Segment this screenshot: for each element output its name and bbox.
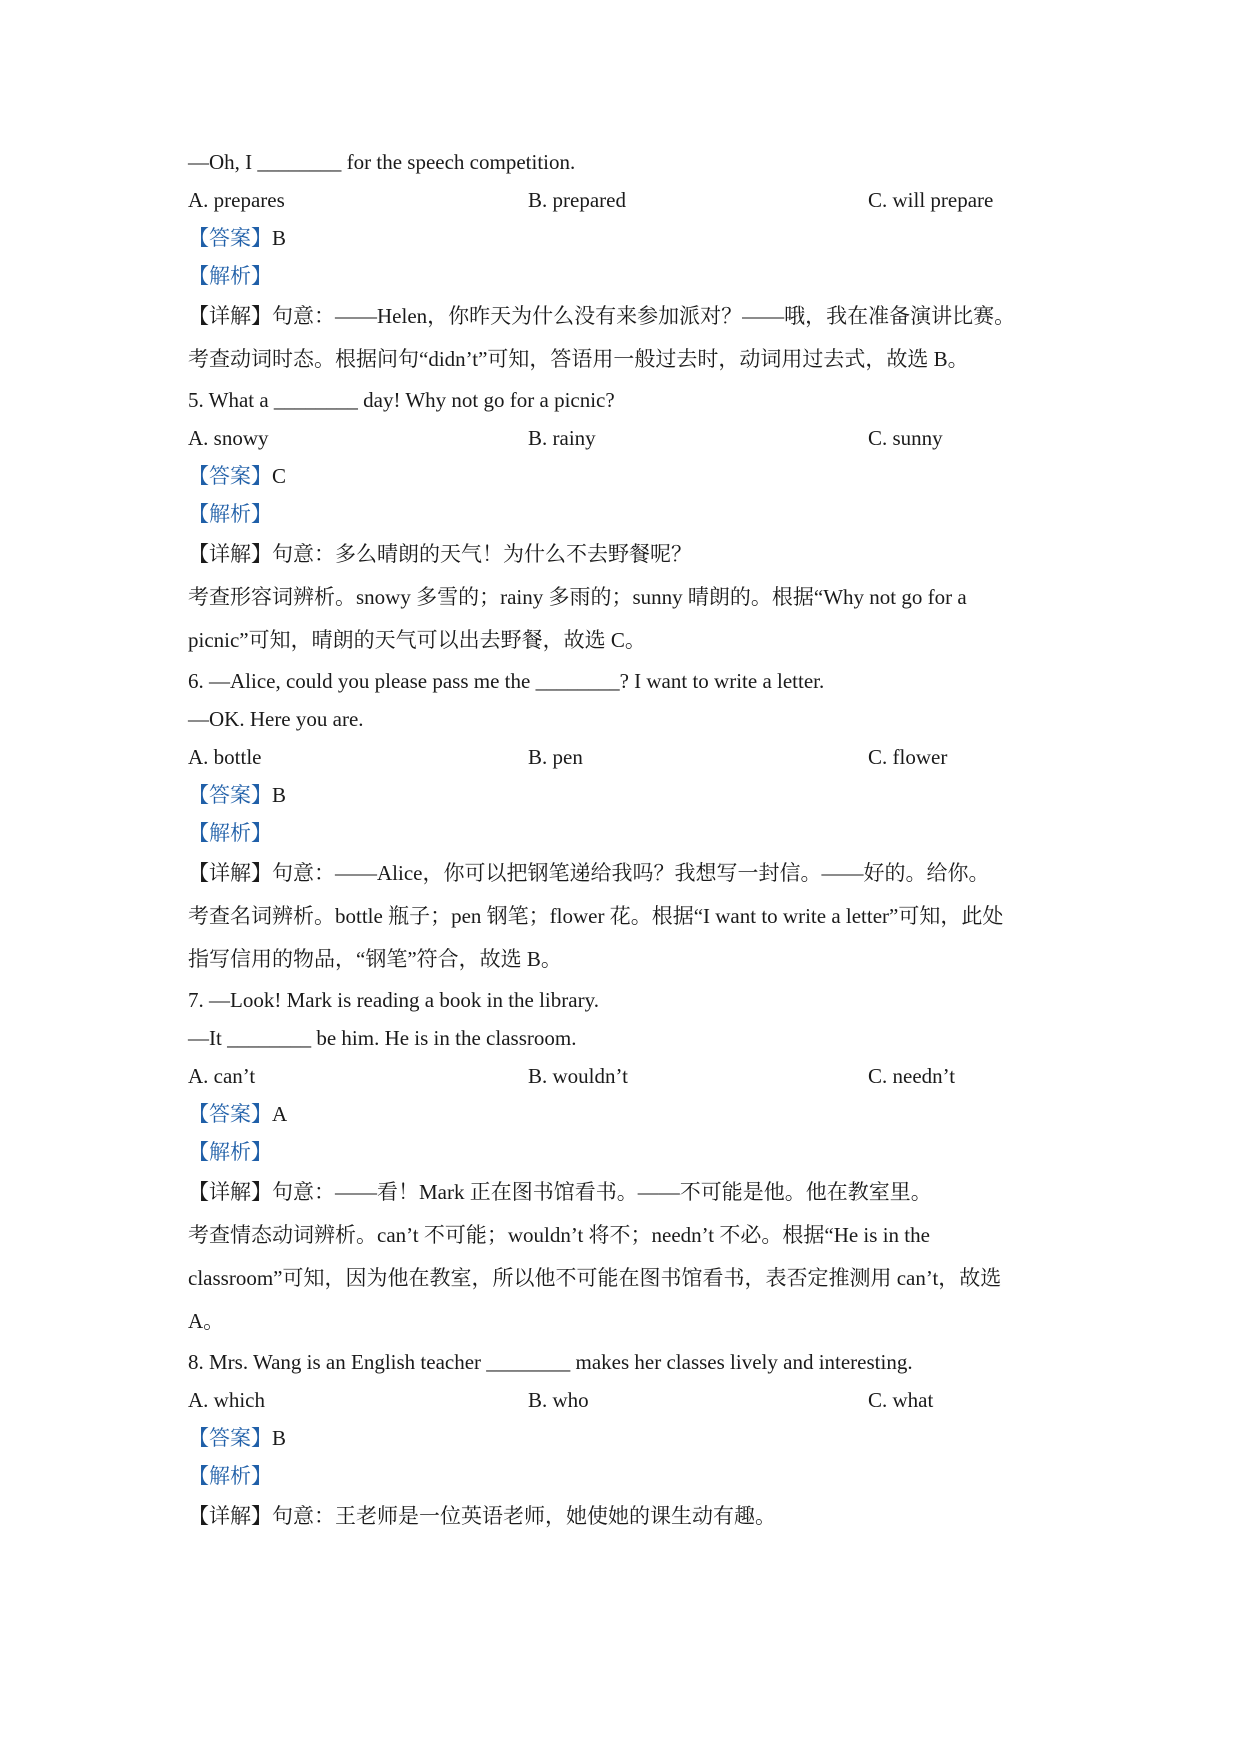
detail-text: 句意：——Alice，你可以把钢笔递给我吗？我想写一封信。——好的。给你。 (272, 861, 990, 885)
q5-stem: 5. What a ________ day! Why not go for a picnic? (188, 388, 615, 412)
q7-detail-line-1 (188, 1171, 1068, 1214)
q6-option-c: C. flower (868, 745, 948, 769)
q4-answer (188, 219, 1068, 257)
q7-option-a: A. can’t (188, 1064, 256, 1088)
q4-options (188, 181, 1068, 219)
q5-detail-line-3: picnic”可知，晴朗的天气可以出去野餐，故选 C。 (188, 628, 646, 652)
analysis-tag: 【解析】 (188, 1140, 272, 1164)
q8-option-c: C. what (868, 1388, 934, 1412)
q6-option-b: B. pen (528, 745, 583, 769)
q4-analysis (188, 257, 1068, 295)
q7-dialog-line: —It ________ be him. He is in the classroom. (188, 1026, 577, 1050)
detail-text: 句意：王老师是一位英语老师，她使她的课生动有趣。 (272, 1504, 776, 1528)
q5-option-a: A. snowy (188, 426, 269, 450)
detail-text: 句意：——看！Mark 正在图书馆看书。——不可能是他。他在教室里。 (272, 1180, 932, 1204)
q8-analysis (188, 1457, 1068, 1495)
detail-label: 【详解】 (188, 304, 272, 328)
q6-analysis (188, 814, 1068, 852)
q4-option-a: A. prepares (188, 188, 285, 212)
q5-option-b: B. rainy (528, 426, 596, 450)
q4-option-c: C. will prepare (868, 188, 994, 212)
analysis-tag: 【解析】 (188, 502, 272, 526)
q4-dialog-line: —Oh, I ________ for the speech competition. (188, 150, 576, 174)
answer-tag: 【答案】 (188, 783, 272, 807)
q7-detail-line-3: classroom”可知，因为他在教室，所以他不可能在图书馆看书，表否定推测用 can’t，故选 (188, 1266, 1002, 1290)
q8-option-a: A. which (188, 1388, 265, 1412)
q4-detail-line-2: 考查动词时态。根据问句“didn’t”可知，答语用一般过去时，动词用过去式，故选 B。 (188, 347, 969, 371)
answer-tag: 【答案】 (188, 464, 272, 488)
analysis-tag: 【解析】 (188, 1464, 272, 1488)
answer-value: B (272, 783, 287, 807)
q8-answer (188, 1419, 1068, 1457)
q7-detail-line-2: 考查情态动词辨析。can’t 不可能；wouldn’t 将不；needn’t 不必。根据“He is in the (188, 1223, 930, 1247)
q5-options (188, 419, 1068, 457)
q7-detail-line-4: A。 (188, 1309, 225, 1333)
answer-value: A (272, 1102, 288, 1126)
q8-option-b: B. who (528, 1388, 589, 1412)
q7-stem: 7. —Look! Mark is reading a book in the library. (188, 988, 599, 1012)
analysis-tag: 【解析】 (188, 821, 272, 845)
q8-stem: 8. Mrs. Wang is an English teacher ________ makes her classes lively and interesting. (188, 1350, 913, 1374)
q6-stem: 6. —Alice, could you please pass me the ________? I want to write a letter. (188, 669, 825, 693)
q6-detail-line-3: 指写信用的物品，“钢笔”符合，故选 B。 (188, 947, 562, 971)
q5-answer (188, 457, 1068, 495)
q4-option-b: B. prepared (528, 188, 626, 212)
q7-analysis (188, 1133, 1068, 1171)
detail-label: 【详解】 (188, 1504, 272, 1528)
q6-answer (188, 776, 1068, 814)
q6-detail-line-2: 考查名词辨析。bottle 瓶子；pen 钢笔；flower 花。根据“I want to write a letter”可知，此处 (188, 904, 1004, 928)
q7-option-c: C. needn’t (868, 1064, 956, 1088)
q7-option-b: B. wouldn’t (528, 1064, 628, 1088)
document-page (188, 143, 1068, 1538)
q8-options (188, 1381, 1068, 1419)
detail-label: 【详解】 (188, 861, 272, 885)
q6-options (188, 738, 1068, 776)
answer-value: B (272, 226, 287, 250)
answer-tag: 【答案】 (188, 1426, 272, 1450)
answer-tag: 【答案】 (188, 1102, 272, 1126)
q7-options (188, 1057, 1068, 1095)
q6-dialog-line: —OK. Here you are. (188, 707, 364, 731)
q5-detail-line-2: 考查形容词辨析。snowy 多雪的；rainy 多雨的；sunny 晴朗的。根据“Why not go for a (188, 585, 967, 609)
answer-value: C (272, 464, 287, 488)
q5-option-c: C. sunny (868, 426, 943, 450)
answer-tag: 【答案】 (188, 226, 272, 250)
q6-detail-line-1 (188, 852, 1068, 895)
detail-label: 【详解】 (188, 1180, 272, 1204)
answer-value: B (272, 1426, 287, 1450)
analysis-tag: 【解析】 (188, 264, 272, 288)
q5-detail-line-1 (188, 533, 1068, 576)
q8-detail-line-1 (188, 1495, 1068, 1538)
q7-answer (188, 1095, 1068, 1133)
detail-text: 句意：——Helen，你昨天为什么没有来参加派对？——哦，我在准备演讲比赛。 (272, 304, 1016, 328)
q5-analysis (188, 495, 1068, 533)
q6-option-a: A. bottle (188, 745, 262, 769)
q4-detail-line-1 (188, 295, 1068, 338)
detail-text: 句意：多么晴朗的天气！为什么不去野餐呢？ (272, 542, 692, 566)
detail-label: 【详解】 (188, 542, 272, 566)
